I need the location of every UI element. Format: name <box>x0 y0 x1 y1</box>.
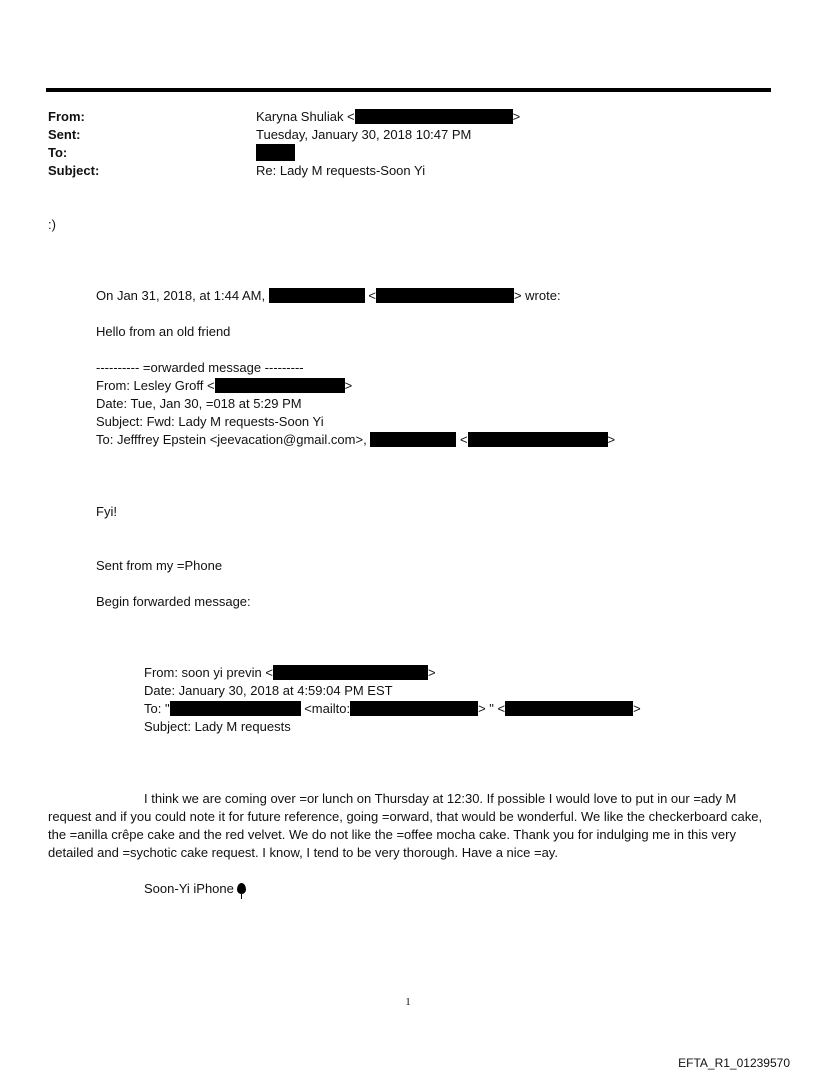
from-close: > <box>512 109 521 124</box>
sent-label: Sent: <box>48 127 81 142</box>
inner-date: Date: January 30, 2018 at 4:59:04 PM EST <box>144 683 393 698</box>
redaction-block <box>170 701 301 716</box>
inner-from-text: From: soon yi previn < <box>144 665 273 680</box>
fwd-from-close: > <box>344 378 353 393</box>
greeting: Hello from an old friend <box>96 324 231 339</box>
subject-value: Re: Lady M requests-Soon Yi <box>256 163 426 178</box>
fwd-separator: ---------- =orwarded message --------- <box>96 360 304 375</box>
quote-intro-lt: < <box>368 288 376 303</box>
from-value <box>256 108 520 125</box>
redaction-block <box>350 701 478 716</box>
redaction-block <box>468 432 608 447</box>
sent-from-text: Sent from my =Phone <box>96 558 223 573</box>
balloon-icon <box>237 883 246 894</box>
to-label: To: <box>48 145 68 160</box>
redaction-block <box>376 288 514 303</box>
fyi-text: Fyi! <box>96 504 117 519</box>
page-number: 1 <box>405 996 411 1008</box>
fwd-subject: Subject: Fwd: Lady M requests-Soon Yi <box>96 414 324 429</box>
redaction-block <box>273 665 428 680</box>
inner-to-open: To: " <box>144 701 170 716</box>
inner-to-mid: > " < <box>478 701 506 716</box>
inner-to <box>144 700 641 717</box>
fwd-to-text: To: Jefffrey Epstein <jeevacation@gmail.com>, <box>96 432 367 447</box>
inner-subject: Subject: Lady M requests <box>144 719 291 734</box>
reply-text: :) <box>48 217 56 232</box>
redaction-block <box>355 109 513 124</box>
quote-intro <box>96 287 561 304</box>
from-label: From: <box>48 109 85 124</box>
sent-value: Tuesday, January 30, 2018 10:47 PM <box>256 127 472 142</box>
inner-to-mailto: <mailto: <box>304 701 351 716</box>
message-paragraph: I think we are coming over =or lunch on Thursday at 12:30. If possible I would love to put in our =ady M request and if you could note it for future reference, going =orward, that would be wonderful. We like the checkerboard cake, the =anilla crêpe cake and the red velvet. We do not like the =offee mocha cake. Thank you for indulging me in this very detailed and =sychotic cake request. I know, I tend to be very thorough. Have a nice =ay. <box>48 791 763 860</box>
redaction-block <box>269 288 365 303</box>
redaction-block <box>505 701 633 716</box>
fwd-from-text: From: Lesley Groff < <box>96 378 215 393</box>
begin-forwarded-text: Begin forwarded message: <box>96 594 251 609</box>
redaction-block <box>370 432 456 447</box>
subject-label: Subject: <box>48 163 100 178</box>
fwd-to-gt: > <box>607 432 616 447</box>
redaction-block <box>215 378 345 393</box>
redaction-block <box>256 144 295 161</box>
fwd-from <box>96 377 352 394</box>
header-rule <box>46 88 771 92</box>
bates-number: EFTA_R1_01239570 <box>678 1056 790 1070</box>
inner-from <box>144 664 436 681</box>
fwd-to <box>96 431 615 448</box>
fwd-date: Date: Tue, Jan 30, =018 at 5:29 PM <box>96 396 302 411</box>
inner-to-close: > <box>633 701 641 716</box>
fwd-to-lt: < <box>459 432 468 447</box>
from-name: Karyna Shuliak < <box>256 109 355 124</box>
quote-intro-suffix: > wrote: <box>513 288 561 303</box>
quote-intro-prefix: On Jan 31, 2018, at 1:44 AM, <box>96 288 266 303</box>
inner-from-close: > <box>427 665 436 680</box>
to-value <box>256 144 295 162</box>
signature-text: Soon-Yi iPhone <box>144 881 234 896</box>
signature <box>144 880 246 897</box>
